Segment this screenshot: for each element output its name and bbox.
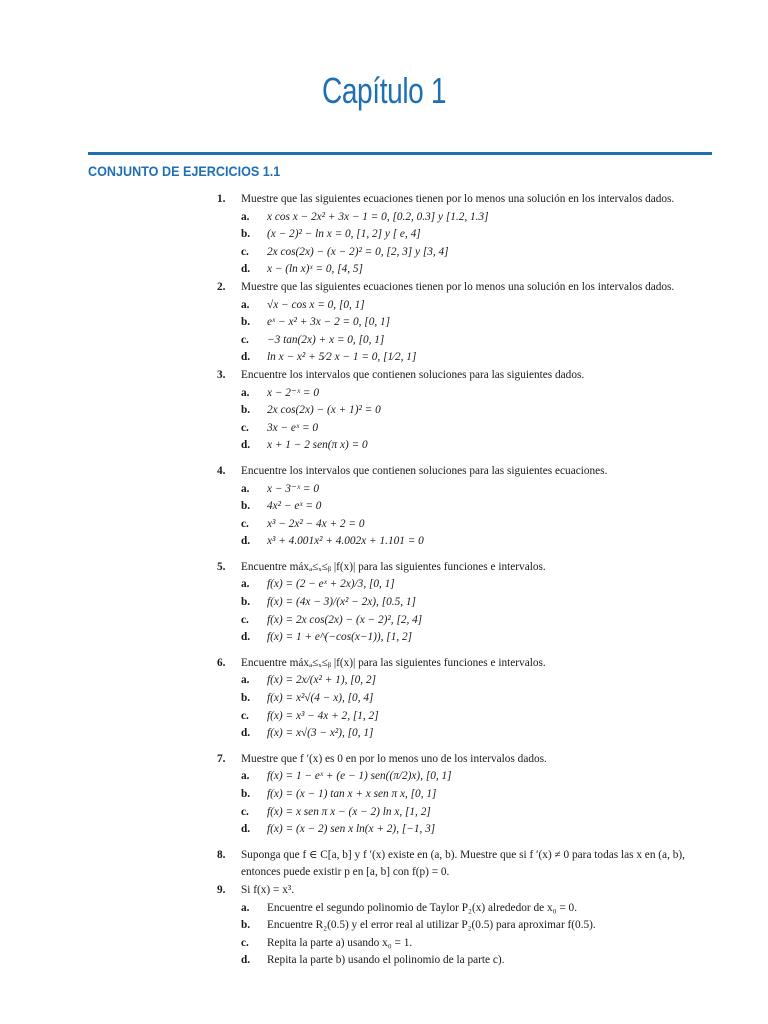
part-expression: f(x) = x sen π x − (x − 2) ln x, [1, 2] <box>267 805 431 818</box>
exercise-list <box>215 191 715 970</box>
part-letter: d. <box>241 263 251 276</box>
exercise-part <box>241 690 715 708</box>
part-letter: d. <box>241 954 251 967</box>
exercise-statement: Muestre que las siguientes ecuaciones tienen por lo menos una solución en los intervalos dados. <box>241 280 675 293</box>
exercise-part <box>241 349 715 367</box>
part-letter: a. <box>241 298 250 311</box>
exercise-number: 9. <box>217 883 226 896</box>
exercise-part <box>241 516 715 534</box>
exercise-part <box>241 594 715 612</box>
part-letter: a. <box>241 386 250 399</box>
part-letter: d. <box>241 631 251 644</box>
part-expression: ln x − x² + 5⁄2 x − 1 = 0, [1⁄2, 1] <box>267 351 417 364</box>
exercise-number: 7. <box>217 752 226 765</box>
part-letter: b. <box>241 788 251 800</box>
exercise-statement: Si f(x) = x³. <box>241 883 295 896</box>
part-expression: √x − cos x = 0, [0, 1] <box>267 298 365 311</box>
exercise-part <box>241 725 715 743</box>
part-letter: c. <box>241 805 249 818</box>
exercise-part <box>241 786 715 804</box>
part-expression: f(x) = (2 − eˣ + 2x)/3, [0, 1] <box>267 578 395 591</box>
part-expression: f(x) = x²√(4 − x), [0, 4] <box>267 692 374 705</box>
part-letter: d. <box>241 535 251 548</box>
exercise-part <box>241 672 715 690</box>
part-text: Repita la parte a) usando x₀ = 1. <box>267 936 413 949</box>
part-letter: a. <box>241 770 250 783</box>
exercise-number: 2. <box>217 280 226 293</box>
part-expression: x³ − 2x² − 4x + 2 = 0 <box>267 517 365 530</box>
exercise-9 <box>215 882 715 970</box>
part-letter: c. <box>241 709 249 722</box>
part-letter: a. <box>241 901 250 914</box>
exercise-part <box>241 314 715 332</box>
exercise-6 <box>215 655 715 743</box>
part-letter: b. <box>241 404 251 417</box>
part-expression: x − 3⁻ˣ = 0 <box>267 482 320 495</box>
part-text: Repita la parte b) usando el polinomio de la parte c). <box>267 954 505 967</box>
part-letter: a. <box>241 578 250 591</box>
exercise-2 <box>215 279 715 367</box>
exercise-part <box>241 917 715 935</box>
exercise-part <box>241 821 715 839</box>
exercise-number: 5. <box>217 560 226 573</box>
exercise-part <box>241 481 715 499</box>
part-letter: b. <box>241 692 251 705</box>
part-expression: x + 1 − 2 sen(π x) = 0 <box>267 439 368 452</box>
part-text: Encuentre R₂(0.5) y el error real al utilizar P₂(0.5) para aproximar f(0.5). <box>267 919 596 932</box>
part-expression: 3x − eˣ = 0 <box>267 421 319 434</box>
exercise-part <box>241 385 715 403</box>
part-expression: f(x) = 1 − eˣ + (e − 1) sen((π/2)x), [0, 1] <box>267 770 452 783</box>
exercise-number: 8. <box>217 848 226 861</box>
exercise-part <box>241 533 715 551</box>
part-expression: f(x) = (x − 1) tan x + x sen π x, [0, 1] <box>267 788 437 800</box>
part-expression: eˣ − x² + 3x − 2 = 0, [0, 1] <box>267 316 391 329</box>
part-expression: f(x) = x³ − 4x + 2, [1, 2] <box>267 709 379 722</box>
part-expression: (x − 2)² − ln x = 0, [1, 2] y [ e, 4] <box>267 228 421 241</box>
part-letter: b. <box>241 919 251 932</box>
exercise-statement: Suponga que f ∈ C[a, b] y f ′(x) existe en (a, b). Muestre que si f ′(x) ≠ 0 para todas las x en (a, b), entonces puede existir p en [a, b] con f(p) = 0. <box>241 848 685 879</box>
exercise-statement: Muestre que f ′(x) es 0 en por lo menos uno de los intervalos dados. <box>241 752 547 765</box>
exercise-part <box>241 420 715 438</box>
part-letter: c. <box>241 517 249 530</box>
part-letter: a. <box>241 482 250 495</box>
part-expression: f(x) = 2x/(x² + 1), [0, 2] <box>267 674 376 687</box>
exercise-part <box>241 332 715 350</box>
exercise-statement: Encuentre máxₐ≤ₓ≤ᵦ |f(x)| para las siguientes funciones e intervalos. <box>241 560 546 573</box>
exercise-number: 3. <box>217 368 226 381</box>
exercise-part <box>241 261 715 279</box>
exercise-part <box>241 498 715 516</box>
exercise-part <box>241 226 715 244</box>
exercise-number: 4. <box>217 464 226 477</box>
part-expression: f(x) = (x − 2) sen x ln(x + 2), [−1, 3] <box>267 823 436 836</box>
part-expression: −3 tan(2x) + x = 0, [0, 1] <box>267 333 385 346</box>
part-letter: b. <box>241 596 251 609</box>
exercise-part <box>241 708 715 726</box>
exercise-part <box>241 629 715 647</box>
part-expression: f(x) = 2x cos(2x) − (x − 2)², [2, 4] <box>267 613 423 626</box>
exercise-4 <box>215 463 715 551</box>
part-letter: a. <box>241 210 250 223</box>
part-text: Encuentre el segundo polinomio de Taylor P₂(x) alrededor de x₀ = 0. <box>267 901 578 914</box>
part-expression: 2x cos(2x) − (x − 2)² = 0, [2, 3] y [3, 4] <box>267 245 449 258</box>
part-letter: c. <box>241 333 249 346</box>
part-letter: d. <box>241 351 251 364</box>
exercise-number: 6. <box>217 656 226 669</box>
section-divider <box>88 152 712 155</box>
exercise-number: 1. <box>217 193 226 205</box>
part-expression: x cos x − 2x² + 3x − 1 = 0, [0.2, 0.3] y [1.2, 1.3] <box>267 210 489 223</box>
exercise-part <box>241 768 715 786</box>
part-letter: a. <box>241 674 250 687</box>
exercise-part <box>241 244 715 262</box>
exercise-5 <box>215 559 715 647</box>
chapter-title: Capítulo 1 <box>321 70 447 111</box>
exercise-part <box>241 935 715 953</box>
part-expression: x³ + 4.001x² + 4.002x + 1.101 = 0 <box>267 535 424 548</box>
exercise-part <box>241 437 715 455</box>
part-expression: 2x cos(2x) − (x + 1)² = 0 <box>267 404 381 417</box>
part-letter: b. <box>241 316 251 329</box>
exercise-part <box>241 576 715 594</box>
part-letter: c. <box>241 936 249 949</box>
section-title: CONJUNTO DE EJERCICIOS 1.1 <box>88 163 281 179</box>
exercise-3 <box>215 367 715 455</box>
part-expression: f(x) = 1 + e^(−cos(x−1)), [1, 2] <box>267 631 413 644</box>
part-letter: c. <box>241 421 249 434</box>
part-expression: x − 2⁻ˣ = 0 <box>267 386 320 399</box>
part-letter: c. <box>241 245 249 258</box>
exercise-part <box>241 402 715 420</box>
part-letter: b. <box>241 228 251 241</box>
exercise-part <box>241 952 715 970</box>
part-letter: d. <box>241 823 251 836</box>
part-expression: f(x) = (4x − 3)/(x² − 2x), [0.5, 1] <box>267 596 416 609</box>
exercise-7 <box>215 751 715 839</box>
part-letter: b. <box>241 500 251 513</box>
exercise-statement: Encuentre los intervalos que contienen soluciones para las siguientes ecuaciones. <box>241 464 608 477</box>
exercise-statement: Muestre que las siguientes ecuaciones tienen por lo menos una solución en los intervalos dados. <box>241 193 675 205</box>
part-expression: 4x² − eˣ = 0 <box>267 500 322 513</box>
exercise-8 <box>215 847 715 882</box>
part-letter: d. <box>241 727 251 740</box>
part-expression: x − (ln x)ˣ = 0, [4, 5] <box>267 263 363 276</box>
exercise-statement: Encuentre los intervalos que contienen soluciones para las siguientes dados. <box>241 368 585 381</box>
exercise-part <box>241 900 715 918</box>
part-letter: d. <box>241 439 251 452</box>
part-expression: f(x) = x√(3 − x²), [0, 1] <box>267 727 374 740</box>
exercise-part <box>241 297 715 315</box>
exercise-part <box>241 804 715 822</box>
part-letter: c. <box>241 613 249 626</box>
exercise-part <box>241 612 715 630</box>
exercise-part <box>241 209 715 227</box>
exercise-1 <box>215 191 715 279</box>
exercise-statement: Encuentre máxₐ≤ₓ≤ᵦ |f(x)| para las siguientes funciones e intervalos. <box>241 656 546 669</box>
